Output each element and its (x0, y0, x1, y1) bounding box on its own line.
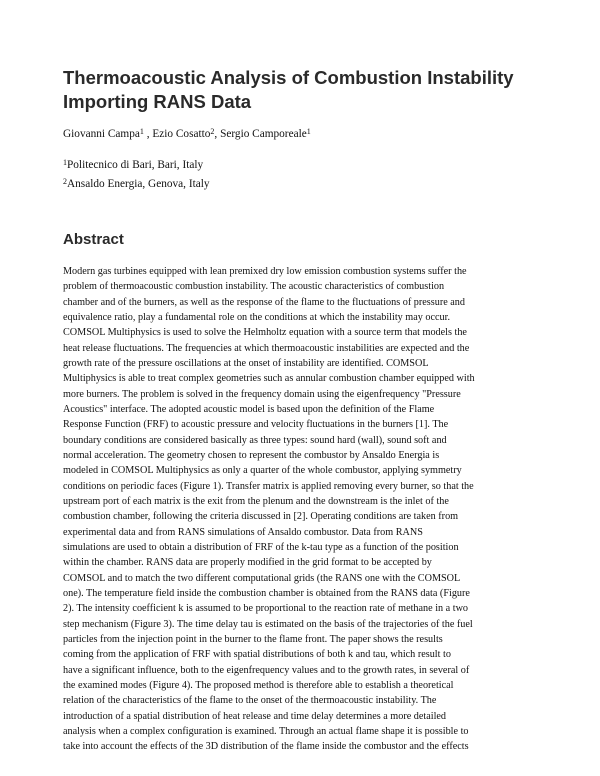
abstract-line: particles from the injection point in the burner to the flame front. The paper shows the results (63, 633, 443, 645)
author-name: Ezio Cosatto (152, 128, 211, 140)
abstract-line: more burners. The problem is solved in the frequency domain using the eigenfrequency "Pressure (63, 388, 461, 400)
abstract-line: conditions on periodic faces (Figure 1). Transfer matrix is applied removing every burner, so that the (63, 480, 474, 492)
affiliation-marker: 1 (63, 158, 67, 167)
paper-title-line: Importing RANS Data (63, 91, 252, 112)
affiliation (63, 176, 210, 192)
abstract-line: problem of thermoacoustic combustion instability. The acoustic characteristics of combustion (63, 281, 445, 293)
abstract-line: modeled in COMSOL Multiphysics as only a quarter of the whole combustor, applying symmetry (63, 465, 462, 477)
abstract-line: COMSOL Multiphysics is used to solve the Helmholtz equation with a source term that models the (63, 327, 467, 339)
author-affiliation-marker: 1 (306, 127, 311, 136)
abstract-line: step mechanism (Figure 3). The time delay tau is estimated on the basis of the trajectories of the fuel (63, 618, 473, 630)
paper-title (63, 66, 543, 114)
abstract-line: Acoustics" interface. The adopted acoustic model is based upon the definition of the Flame (63, 403, 435, 415)
abstract-line: have a significant influence, both to the eigenfrequency values and to the growth rates, in several of (63, 664, 470, 676)
abstract-line: Multiphysics is able to treat complex geometries such as annular combustion chamber equipped with (63, 373, 475, 385)
abstract-body (63, 264, 543, 755)
affiliation (63, 157, 203, 173)
abstract-line: 2). The intensity coefficient k is assumed to be proportional to the reaction rate of methane in a two (63, 603, 469, 615)
abstract-line: analysis when a complex configuration is examined. Through an actual flame shape it is possible to (63, 725, 469, 737)
author-name: Giovanni Campa (63, 128, 140, 140)
abstract-heading: Abstract (63, 231, 124, 248)
affiliation-marker: 2 (63, 177, 67, 186)
abstract-line: Modern gas turbines equipped with lean premixed dry low emission combustion systems suffer the (63, 266, 467, 277)
abstract-line: take into account the effects of the 3D distribution of the flame inside the combustor and the effects (63, 741, 469, 753)
abstract-line: simulations are used to obtain a distribution of FRF of the k-tau type as a function of the position (63, 541, 459, 553)
author-affiliation-marker: 2 (210, 127, 215, 136)
abstract-line: experimental data and from RANS simulations of Ansaldo combustor. Data from RANS (63, 526, 423, 538)
abstract-line: normal acceleration. The geometry chosen to represent the combustor by Ansaldo Energia is (63, 449, 440, 461)
abstract-line: combustion chamber, following the criteria discussed in [2]. Operating conditions are taken from (63, 511, 459, 523)
abstract-line: Response Function (FRF) to acoustic pressure and velocity fluctuations in the burners [1]. The (63, 419, 449, 431)
author-separator: , (143, 128, 153, 140)
abstract-line: one). The temperature field inside the combustion chamber is obtained from the RANS data (Figure (63, 587, 470, 599)
abstract-line: within the chamber. RANS data are properly modified in the grid format to be accepted by (63, 557, 432, 569)
abstract-line: equivalence ratio, play a fundamental role on the conditions at which the instability may occur. (63, 311, 451, 323)
abstract-line: chamber and of the burners, as well as the response of the flame to the fluctuations of pressure and (63, 296, 465, 308)
author-separator: , (214, 128, 221, 140)
abstract-line: coming from the application of FRF with spatial distributions of both k and tau, which result to (63, 649, 451, 661)
abstract-line: introduction of a spatial distribution of heat release and time delay determines a more detailed (63, 710, 447, 722)
affiliation-text: Politecnico di Bari, Bari, Italy (67, 159, 204, 171)
abstract-line: heat release fluctuations. The frequencies at which thermoacoustic instabilities are expected and the (63, 342, 470, 354)
author-name: Sergio Camporeale (220, 128, 307, 140)
abstract-line: boundary conditions are considered basically as three types: sound hard (wall), sound soft and (63, 434, 447, 446)
affiliation-text: Ansaldo Energia, Genova, Italy (67, 178, 210, 190)
abstract-line: relation of the characteristics of the flame to the onset of the thermoacoustic instability. The (63, 695, 437, 707)
abstract-line: upstream port of each matrix is the exit from the plenum and the downstream is the inlet of the (63, 495, 449, 507)
abstract-line: COMSOL and to match the two different computational grids (the RANS one with the COMSOL (63, 572, 461, 584)
abstract-line: growth rate of the pressure oscillations at the onset of instability are identified. COMSOL (63, 357, 429, 369)
paper-title-line: Thermoacoustic Analysis of Combustion Instability (63, 67, 514, 88)
author-affiliation-marker: 1 (139, 127, 144, 136)
author-list (63, 126, 311, 142)
abstract-line: the examined modes (Figure 4). The proposed method is therefore able to establish a theoretical (63, 679, 454, 691)
